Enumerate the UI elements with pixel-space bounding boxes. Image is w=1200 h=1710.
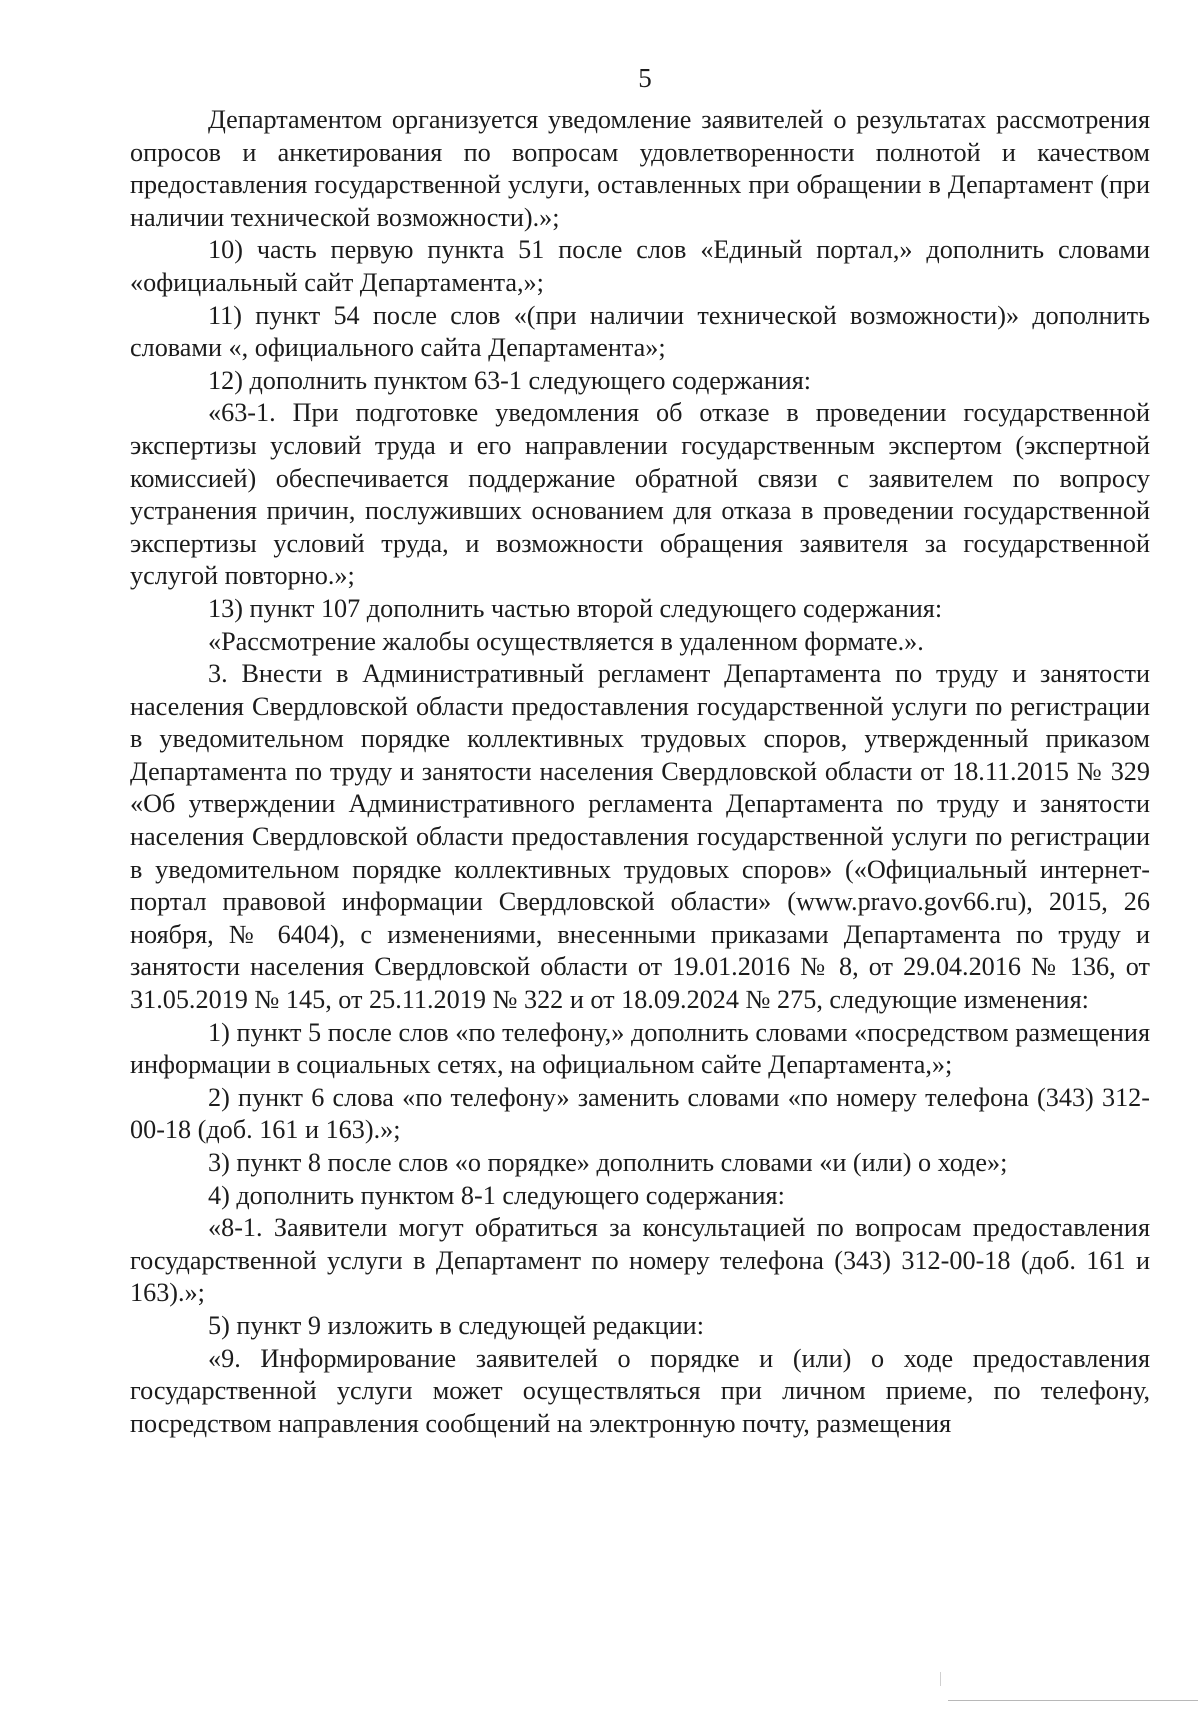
paragraph-point-9: «9. Информирование заявителей о порядке и (или) о ходе предоставления государственной услуги может осуществляться при личном приеме, по телефону, посредством направления сообщений на электронную почту, размещения (130, 1343, 1150, 1438)
paragraph-item-12: 12) дополнить пунктом 63-1 следующего содержания: (208, 365, 812, 395)
paragraph-sub-2: 2) пункт 6 слова «по телефону» заменить словами «по номеру телефона (343) 312-00-18 (доб. 161 и 163).»; (130, 1082, 1150, 1145)
paragraph-sub-1: 1) пункт 5 после слов «по телефону,» дополнить словами «посредством размещения информации в социальных сетях, на официальном сайте Департамента,»; (130, 1017, 1150, 1080)
scan-artifact-line (948, 1700, 1198, 1701)
paragraph-item-11: 11) пункт 54 после слов «(при наличии технической возможности)» дополнить словами «, официального сайта Департамента»; (130, 300, 1150, 363)
paragraph-notification-results: Департаментом организуется уведомление заявителей о результатах рассмотрения опросов и анкетирования по вопросам удовлетворенности полнотой и качеством предоставления государственной услуги, оставленных при обращении в Департамент (при наличии технической возможности).»; (130, 105, 1150, 232)
paragraph-sub-3: 3) пункт 8 после слов «о порядке» дополнить словами «и (или) о ходе»; (208, 1148, 1008, 1177)
paragraph-complaint-remote: «Рассмотрение жалобы осуществляется в удаленном формате.». (208, 626, 924, 656)
paragraph-item-10: 10) часть первую пункта 51 после слов «Единый портал,» дополнить словами «официальный сайт Департамента,»; (130, 235, 1150, 297)
scan-artifact-mark (940, 1672, 941, 1686)
paragraph-sub-5: 5) пункт 9 изложить в следующей редакции: (208, 1310, 704, 1340)
paragraph-point-8-1: «8-1. Заявители могут обратиться за консультацией по вопросам предоставления государственной услуги в Департамент по номеру телефона (343) 312-00-18 (доб. 161 и 163).»; (130, 1213, 1150, 1308)
paragraph-point-63-1: «63-1. При подготовке уведомления об отказе в проведении государственной экспертизы условий труда и его направлении государственным экспертом (экспертной комиссией) обеспечивается поддержание обратной связи с заявителем по вопросу устранения причин, послуживших основанием для отказа в проведении государственной экспертизы условий труда, и возможности обращения заявителя за государственной услугой повторно.»; (130, 398, 1150, 591)
document-body (130, 104, 1150, 1440)
paragraph-sub-4: 4) дополнить пунктом 8-1 следующего содержания: (208, 1180, 785, 1210)
page-number: 5 (638, 63, 652, 93)
paragraph-item-13: 13) пункт 107 дополнить частью второй следующего содержания: (208, 593, 943, 623)
paragraph-section-3: 3. Внести в Административный регламент Департамента по труду и занятости населения Свердловской области предоставления государственной услуги по регистрации в уведомительном порядке коллективных трудовых споров, утвержденный приказом Департамента по труду и занятости населения Свердловской области от 18.11.2015 № 329 «Об утверждении Административного регламента Департамента по труду и занятости населения Свердловской области предоставления государственной услуги по регистрации в уведомительном порядке коллективных трудовых споров» («Официальный интернет-портал правовой информации Свердловской области» (www.pravo.gov66.ru), 2015, 26 ноября, № 6404), с изменениями, внесенными приказами Департамента по труду и занятости населения Свердловской области от 19.01.2016 № 8, от 29.04.2016 № 136, от 31.05.2019 № 145, от 25.11.2019 № 322 и от 18.09.2024 № 275, следующие изменения: (130, 659, 1150, 1015)
